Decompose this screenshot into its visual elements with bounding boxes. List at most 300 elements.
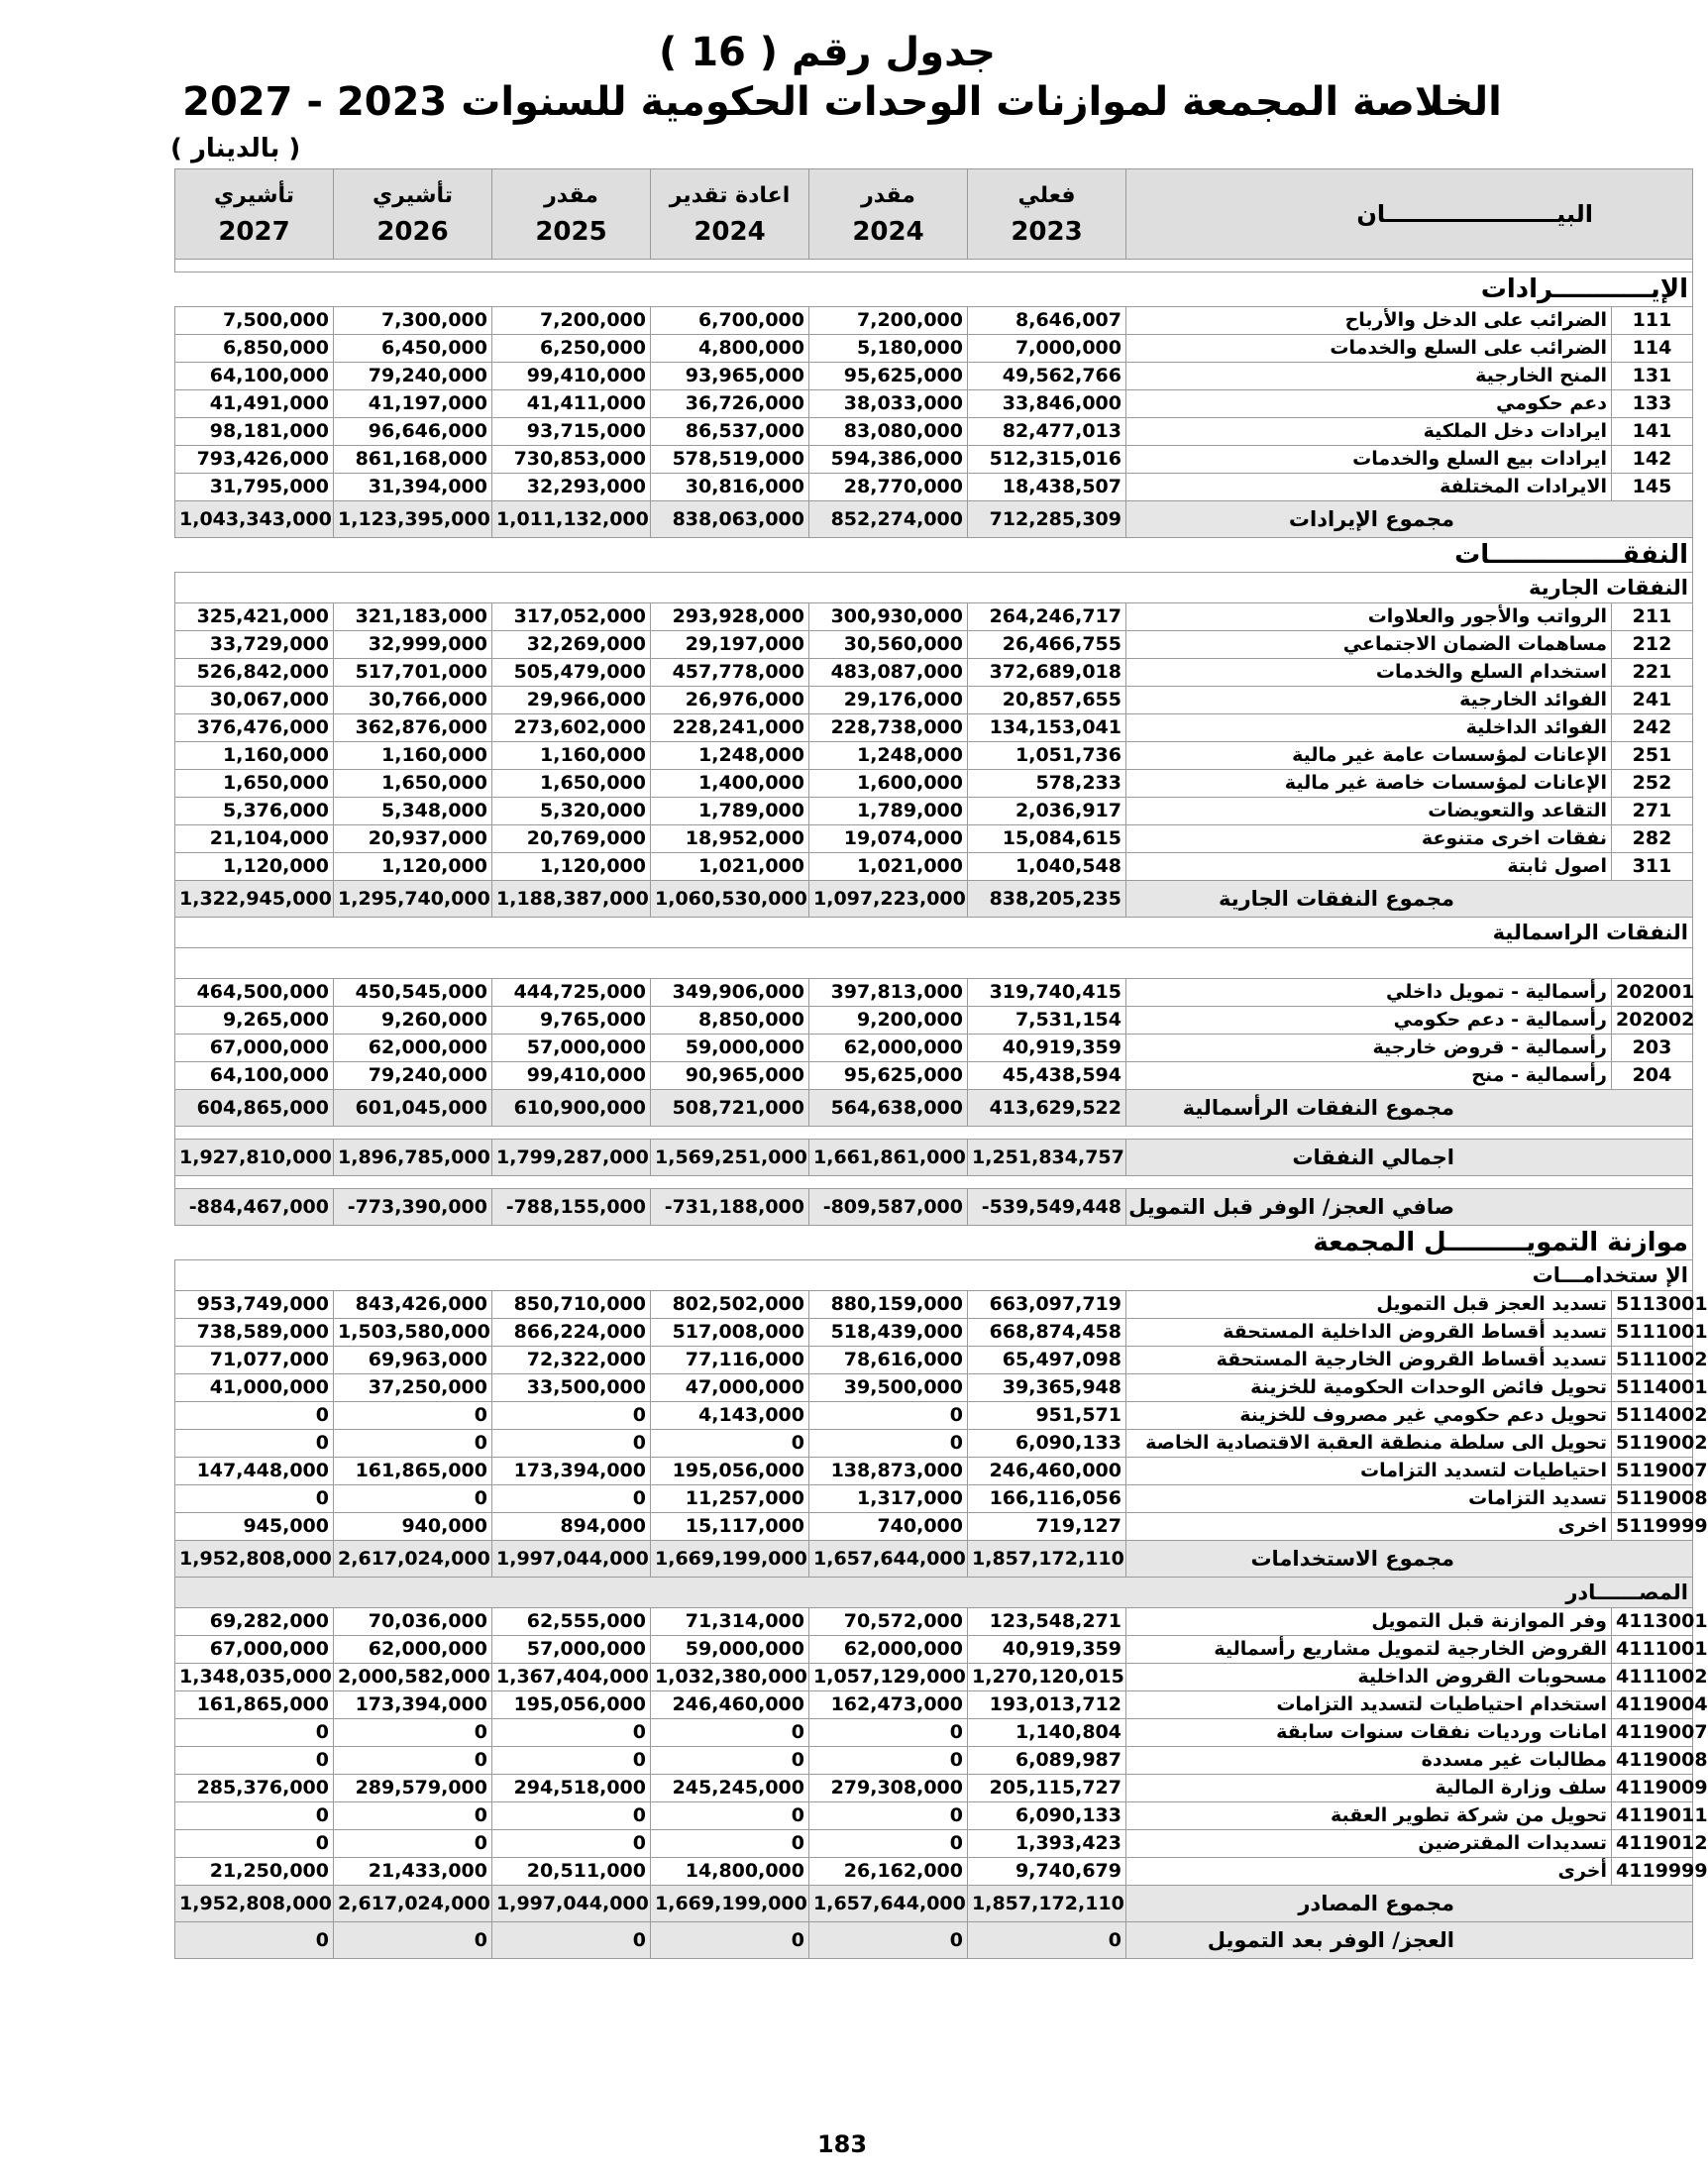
table-row <box>175 1319 1693 1347</box>
value-cell: 594,386,000 <box>809 446 968 474</box>
value-cell: 62,000,000 <box>809 1636 968 1664</box>
value-cell: 1,057,129,000 <box>809 1664 968 1691</box>
value-cell: 6,450,000 <box>334 335 492 363</box>
value-cell: 0 <box>492 1402 651 1430</box>
value-cell: 1,021,000 <box>809 853 968 881</box>
value-cell: 26,162,000 <box>809 1858 968 1886</box>
row-label: وفر الموازنة قبل التمويل <box>1126 1608 1612 1636</box>
value-cell: 77,116,000 <box>651 1347 809 1374</box>
value-cell: 36,726,000 <box>651 390 809 418</box>
table-row <box>175 603 1693 631</box>
value-cell: 1,040,548 <box>968 853 1126 881</box>
value-cell: 6,850,000 <box>175 335 334 363</box>
value-cell: 0 <box>334 1747 492 1775</box>
value-cell: 0 <box>651 1802 809 1830</box>
value-cell: 41,000,000 <box>175 1374 334 1402</box>
table-row <box>175 1636 1693 1664</box>
table-row <box>175 1485 1693 1513</box>
value-cell: 264,246,717 <box>968 603 1126 631</box>
value-cell: 30,816,000 <box>651 474 809 501</box>
value-cell: 7,200,000 <box>809 307 968 335</box>
value-cell: 293,928,000 <box>651 603 809 631</box>
value-cell: 0 <box>492 1430 651 1458</box>
value-cell: 90,965,000 <box>651 1062 809 1090</box>
value-cell: 162,473,000 <box>809 1691 968 1719</box>
value-cell: 28,770,000 <box>809 474 968 501</box>
row-label: تسديد أقساط القروض الداخلية المستحقة <box>1126 1319 1612 1347</box>
value-cell: 321,183,000 <box>334 603 492 631</box>
value-cell: 45,438,594 <box>968 1062 1126 1090</box>
value-cell: 279,308,000 <box>809 1775 968 1802</box>
value-cell: 843,426,000 <box>334 1291 492 1319</box>
value-cell: 0 <box>809 1802 968 1830</box>
total-value-cell: -884,467,000 <box>175 1189 334 1226</box>
value-cell: 98,181,000 <box>175 418 334 446</box>
table-row <box>175 335 1693 363</box>
value-cell: 294,518,000 <box>492 1775 651 1802</box>
value-cell: 7,500,000 <box>175 307 334 335</box>
value-cell: 1,367,404,000 <box>492 1664 651 1691</box>
total-value-cell: 508,721,000 <box>651 1090 809 1127</box>
table-row <box>175 1775 1693 1802</box>
table-row <box>175 714 1693 742</box>
table-row <box>175 853 1693 881</box>
total-value-cell: 1,097,223,000 <box>809 881 968 918</box>
value-cell: 9,265,000 <box>175 1007 334 1035</box>
row-code: 311 <box>1612 853 1693 881</box>
row-code: 202002 <box>1612 1007 1693 1035</box>
row-code: 202001 <box>1612 979 1693 1007</box>
value-cell: 19,074,000 <box>809 825 968 853</box>
row-label: دعم حكومي <box>1126 390 1612 418</box>
value-cell: 228,241,000 <box>651 714 809 742</box>
value-cell: 57,000,000 <box>492 1636 651 1664</box>
row-label: اخرى <box>1126 1513 1612 1541</box>
value-cell: 861,168,000 <box>334 446 492 474</box>
value-cell: 39,365,948 <box>968 1374 1126 1402</box>
value-cell: 1,160,000 <box>334 742 492 770</box>
row-label: مطالبات غير مسددة <box>1126 1747 1612 1775</box>
value-cell: 0 <box>334 1430 492 1458</box>
value-cell: 83,080,000 <box>809 418 968 446</box>
value-cell: 349,906,000 <box>651 979 809 1007</box>
row-code: 252 <box>1612 770 1693 798</box>
value-cell: 82,477,013 <box>968 418 1126 446</box>
value-cell: 67,000,000 <box>175 1035 334 1062</box>
row-code: 4119007 <box>1612 1719 1693 1747</box>
value-cell: 802,502,000 <box>651 1291 809 1319</box>
table-row <box>175 742 1693 770</box>
revenues-heading-row <box>175 272 1693 307</box>
revenues-heading: الإيـــــــــــرادات <box>175 272 1693 307</box>
value-cell: 62,000,000 <box>809 1035 968 1062</box>
value-cell: 0 <box>334 1485 492 1513</box>
value-cell: 0 <box>651 1719 809 1747</box>
table-row <box>175 687 1693 714</box>
value-cell: 65,497,098 <box>968 1347 1126 1374</box>
value-cell: 719,127 <box>968 1513 1126 1541</box>
value-cell: 793,426,000 <box>175 446 334 474</box>
row-code: 5111002 <box>1612 1347 1693 1374</box>
value-cell: 0 <box>175 1402 334 1430</box>
value-cell: 93,965,000 <box>651 363 809 390</box>
value-cell: 0 <box>334 1719 492 1747</box>
table-row <box>175 1007 1693 1035</box>
total-value-cell: 0 <box>968 1922 1126 1959</box>
page-number: 183 <box>816 2130 868 2158</box>
table-row <box>175 1402 1693 1430</box>
value-cell: 0 <box>809 1719 968 1747</box>
column-header-row <box>175 169 1693 260</box>
total-value-cell: 1,857,172,110 <box>968 1886 1126 1922</box>
value-cell: 31,394,000 <box>334 474 492 501</box>
current-expenditures-total-label: مجموع النفقات الجارية <box>1126 881 1693 918</box>
row-code: 5119007 <box>1612 1458 1693 1485</box>
value-cell: 32,999,000 <box>334 631 492 659</box>
value-cell: 1,051,736 <box>968 742 1126 770</box>
table-row <box>175 1347 1693 1374</box>
table-row <box>175 1291 1693 1319</box>
value-cell: 26,976,000 <box>651 687 809 714</box>
value-cell: 317,052,000 <box>492 603 651 631</box>
revenues-total <box>175 501 1693 538</box>
value-cell: 0 <box>334 1402 492 1430</box>
value-cell: 134,153,041 <box>968 714 1126 742</box>
total-value-cell: -773,390,000 <box>334 1189 492 1226</box>
table-number: جدول رقم ( 16 ) <box>658 30 997 75</box>
total-value-cell: 610,900,000 <box>492 1090 651 1127</box>
value-cell: 18,438,507 <box>968 474 1126 501</box>
total-value-cell: 852,274,000 <box>809 501 968 538</box>
row-label: رأسمالية - تمويل داخلي <box>1126 979 1612 1007</box>
row-label: التقاعد والتعويضات <box>1126 798 1612 825</box>
row-code: 251 <box>1612 742 1693 770</box>
value-cell: 20,857,655 <box>968 687 1126 714</box>
row-label: تسديد التزامات <box>1126 1485 1612 1513</box>
value-cell: 1,140,804 <box>968 1719 1126 1747</box>
total-value-cell: -809,587,000 <box>809 1189 968 1226</box>
value-cell: 0 <box>334 1830 492 1858</box>
row-label: سلف وزارة المالية <box>1126 1775 1612 1802</box>
total-value-cell: -539,549,448 <box>968 1189 1126 1226</box>
value-cell: 450,545,000 <box>334 979 492 1007</box>
total-value-cell: 838,205,235 <box>968 881 1126 918</box>
table-row <box>175 474 1693 501</box>
row-label: القروض الخارجية لتمويل مشاريع رأسمالية <box>1126 1636 1612 1664</box>
value-cell: 738,589,000 <box>175 1319 334 1347</box>
row-code: 4111002 <box>1612 1664 1693 1691</box>
row-code: 5114001 <box>1612 1374 1693 1402</box>
value-cell: 246,460,000 <box>651 1691 809 1719</box>
table-row <box>175 363 1693 390</box>
spacer-cell <box>175 260 1693 272</box>
row-code: 4111001 <box>1612 1636 1693 1664</box>
table-row <box>175 1830 1693 1858</box>
row-label: احتياطيات لتسديد التزامات <box>1126 1458 1612 1485</box>
value-cell: 7,000,000 <box>968 335 1126 363</box>
value-cell: 1,270,120,015 <box>968 1664 1126 1691</box>
row-code: 242 <box>1612 714 1693 742</box>
table-row <box>175 446 1693 474</box>
col-header-2024: مقدر 2024 <box>809 169 968 260</box>
row-label: استخدام احتياطيات لتسديد التزامات <box>1126 1691 1612 1719</box>
row-code: 133 <box>1612 390 1693 418</box>
value-cell: 57,000,000 <box>492 1035 651 1062</box>
current-expenditures-heading-row <box>175 573 1693 603</box>
value-cell: 9,200,000 <box>809 1007 968 1035</box>
spacer-row <box>175 1127 1693 1140</box>
value-cell: 850,710,000 <box>492 1291 651 1319</box>
table-row <box>175 390 1693 418</box>
row-code: 4119011 <box>1612 1802 1693 1830</box>
table-row <box>175 1691 1693 1719</box>
financing-heading: موازنة التمويـــــــــل المجمعة <box>175 1226 1693 1260</box>
table-row <box>175 979 1693 1007</box>
value-cell: 6,090,133 <box>968 1802 1126 1830</box>
total-value-cell: 601,045,000 <box>334 1090 492 1127</box>
total-value-cell: 1,896,785,000 <box>334 1140 492 1176</box>
row-label: تحويل فائض الوحدات الحكومية للخزينة <box>1126 1374 1612 1402</box>
value-cell: 33,729,000 <box>175 631 334 659</box>
value-cell: 940,000 <box>334 1513 492 1541</box>
value-cell: 96,646,000 <box>334 418 492 446</box>
row-label: تحويل الى سلطة منطقة العقبة الاقتصادية الخاصة <box>1126 1430 1612 1458</box>
total-value-cell: 1,669,199,000 <box>651 1541 809 1578</box>
row-label: رأسمالية - منح <box>1126 1062 1612 1090</box>
row-code: 4119008 <box>1612 1747 1693 1775</box>
total-value-cell: 0 <box>492 1922 651 1959</box>
value-cell: 1,248,000 <box>651 742 809 770</box>
row-label: المنح الخارجية <box>1126 363 1612 390</box>
value-cell: 1,021,000 <box>651 853 809 881</box>
row-code: 4119012 <box>1612 1830 1693 1858</box>
value-cell: 512,315,016 <box>968 446 1126 474</box>
value-cell: 7,300,000 <box>334 307 492 335</box>
table-row <box>175 1747 1693 1775</box>
value-cell: 41,411,000 <box>492 390 651 418</box>
value-cell: 517,701,000 <box>334 659 492 687</box>
table-row <box>175 1062 1693 1090</box>
value-cell: 0 <box>492 1802 651 1830</box>
row-code: 241 <box>1612 687 1693 714</box>
value-cell: 72,322,000 <box>492 1347 651 1374</box>
value-cell: 0 <box>492 1485 651 1513</box>
value-cell: 38,033,000 <box>809 390 968 418</box>
sources-total <box>175 1886 1693 1922</box>
value-cell: 205,115,727 <box>968 1775 1126 1802</box>
total-value-cell: 1,657,644,000 <box>809 1541 968 1578</box>
value-cell: 8,646,007 <box>968 307 1126 335</box>
row-label: الايرادات المختلفة <box>1126 474 1612 501</box>
value-cell: 273,602,000 <box>492 714 651 742</box>
value-cell: 20,769,000 <box>492 825 651 853</box>
total-value-cell: 1,799,287,000 <box>492 1140 651 1176</box>
page-title: الخلاصة المجمعة لموازنات الوحدات الحكومية للسنوات 2023 - 2027 <box>182 79 1502 125</box>
value-cell: 1,160,000 <box>492 742 651 770</box>
total-value-cell: 1,952,808,000 <box>175 1541 334 1578</box>
value-cell: 166,116,056 <box>968 1485 1126 1513</box>
value-cell: 6,250,000 <box>492 335 651 363</box>
table-row <box>175 1858 1693 1886</box>
total-value-cell: 0 <box>651 1922 809 1959</box>
total-value-cell: 1,997,044,000 <box>492 1541 651 1578</box>
value-cell: 0 <box>492 1719 651 1747</box>
value-cell: 59,000,000 <box>651 1035 809 1062</box>
col-header-2025: مقدر 2025 <box>492 169 651 260</box>
value-cell: 0 <box>809 1430 968 1458</box>
value-cell: 15,084,615 <box>968 825 1126 853</box>
row-label: الضرائب على الدخل والأرباح <box>1126 307 1612 335</box>
value-cell: 29,966,000 <box>492 687 651 714</box>
value-cell: 71,077,000 <box>175 1347 334 1374</box>
table-row <box>175 1719 1693 1747</box>
value-cell: 30,067,000 <box>175 687 334 714</box>
value-cell: 59,000,000 <box>651 1636 809 1664</box>
value-cell: 39,500,000 <box>809 1374 968 1402</box>
value-cell: 15,117,000 <box>651 1513 809 1541</box>
total-value-cell: 1,952,808,000 <box>175 1886 334 1922</box>
total-value-cell: 0 <box>809 1922 968 1959</box>
table-row <box>175 770 1693 798</box>
value-cell: 2,036,917 <box>968 798 1126 825</box>
value-cell: 505,479,000 <box>492 659 651 687</box>
row-code: 131 <box>1612 363 1693 390</box>
spacer-cell <box>175 1127 1693 1140</box>
uses-heading: الإ ستخدامـــات <box>175 1260 1693 1291</box>
value-cell: 161,865,000 <box>334 1458 492 1485</box>
row-label: الفوائد الداخلية <box>1126 714 1612 742</box>
total-value-cell: 1,997,044,000 <box>492 1886 651 1922</box>
value-cell: 29,176,000 <box>809 687 968 714</box>
blank-cell <box>175 948 1693 979</box>
value-cell: 0 <box>809 1402 968 1430</box>
value-cell: 79,240,000 <box>334 1062 492 1090</box>
value-cell: 21,433,000 <box>334 1858 492 1886</box>
financing-heading-row <box>175 1226 1693 1260</box>
col-header-2027: تأشيري 2027 <box>175 169 334 260</box>
value-cell: 0 <box>651 1830 809 1858</box>
total-value-cell: 1,669,199,000 <box>651 1886 809 1922</box>
value-cell: 173,394,000 <box>492 1458 651 1485</box>
col-header-2026: تأشيري 2026 <box>334 169 492 260</box>
value-cell: 1,503,580,000 <box>334 1319 492 1347</box>
expenditures-heading-row <box>175 538 1693 573</box>
value-cell: 1,348,035,000 <box>175 1664 334 1691</box>
table-row <box>175 1458 1693 1485</box>
value-cell: 7,531,154 <box>968 1007 1126 1035</box>
total-value-cell: 1,657,644,000 <box>809 1886 968 1922</box>
row-code: 221 <box>1612 659 1693 687</box>
value-cell: 20,937,000 <box>334 825 492 853</box>
row-label: رأسمالية - دعم حكومي <box>1126 1007 1612 1035</box>
total-value-cell: 0 <box>175 1922 334 1959</box>
total-value-cell: 1,060,530,000 <box>651 881 809 918</box>
table-row <box>175 631 1693 659</box>
value-cell: 0 <box>651 1747 809 1775</box>
value-cell: 526,842,000 <box>175 659 334 687</box>
value-cell: 1,789,000 <box>809 798 968 825</box>
row-label: الفوائد الخارجية <box>1126 687 1612 714</box>
value-cell: 1,400,000 <box>651 770 809 798</box>
value-cell: 483,087,000 <box>809 659 968 687</box>
table-row <box>175 1664 1693 1691</box>
value-cell: 945,000 <box>175 1513 334 1541</box>
row-label: استخدام السلع والخدمات <box>1126 659 1612 687</box>
row-code: 4119004 <box>1612 1691 1693 1719</box>
value-cell: 1,600,000 <box>809 770 968 798</box>
value-cell: 147,448,000 <box>175 1458 334 1485</box>
col-header-2023: فعلي 2023 <box>968 169 1126 260</box>
budget-summary-table <box>174 168 1708 1959</box>
value-cell: 663,097,719 <box>968 1291 1126 1319</box>
value-cell: 578,519,000 <box>651 446 809 474</box>
value-cell: 1,650,000 <box>175 770 334 798</box>
row-code: 141 <box>1612 418 1693 446</box>
table-row <box>175 798 1693 825</box>
row-label: الإعانات لمؤسسات عامة غير مالية <box>1126 742 1612 770</box>
expenditures-heading: النفقـــــــــــــــات <box>175 538 1693 573</box>
value-cell: 0 <box>492 1830 651 1858</box>
value-cell: 457,778,000 <box>651 659 809 687</box>
row-code: 282 <box>1612 825 1693 853</box>
total-value-cell: 1,295,740,000 <box>334 881 492 918</box>
value-cell: 138,873,000 <box>809 1458 968 1485</box>
total-value-cell: 1,661,861,000 <box>809 1140 968 1176</box>
total-value-cell: 1,188,387,000 <box>492 881 651 918</box>
table-row <box>175 825 1693 853</box>
value-cell: 740,000 <box>809 1513 968 1541</box>
value-cell: 37,250,000 <box>334 1374 492 1402</box>
row-code: 4119999 <box>1612 1858 1693 1886</box>
row-code: 5119008 <box>1612 1485 1693 1513</box>
row-label: أخرى <box>1126 1858 1612 1886</box>
table-row <box>175 1513 1693 1541</box>
value-cell: 372,689,018 <box>968 659 1126 687</box>
row-code: 5114002 <box>1612 1402 1693 1430</box>
total-value-cell: -731,188,000 <box>651 1189 809 1226</box>
row-label: تحويل دعم حكومي غير مصروف للخزينة <box>1126 1402 1612 1430</box>
net-deficit-before-financing <box>175 1189 1693 1226</box>
value-cell: 0 <box>651 1430 809 1458</box>
value-cell: 0 <box>175 1747 334 1775</box>
row-code: 212 <box>1612 631 1693 659</box>
value-cell: 99,410,000 <box>492 363 651 390</box>
value-cell: 319,740,415 <box>968 979 1126 1007</box>
sources-heading-row <box>175 1578 1693 1608</box>
total-value-cell: 712,285,309 <box>968 501 1126 538</box>
row-code: 203 <box>1612 1035 1693 1062</box>
value-cell: 7,200,000 <box>492 307 651 335</box>
total-value-cell: 838,063,000 <box>651 501 809 538</box>
row-code: 5119999 <box>1612 1513 1693 1541</box>
col-header-description: البيـــــــــــــــــــــان <box>1126 169 1693 260</box>
value-cell: 14,800,000 <box>651 1858 809 1886</box>
value-cell: 289,579,000 <box>334 1775 492 1802</box>
value-cell: 11,257,000 <box>651 1485 809 1513</box>
total-value-cell: 564,638,000 <box>809 1090 968 1127</box>
row-label: تسديد العجز قبل التمويل <box>1126 1291 1612 1319</box>
value-cell: 397,813,000 <box>809 979 968 1007</box>
value-cell: 1,120,000 <box>492 853 651 881</box>
value-cell: 5,376,000 <box>175 798 334 825</box>
row-label: الضرائب على السلع والخدمات <box>1126 335 1612 363</box>
value-cell: 64,100,000 <box>175 363 334 390</box>
total-value-cell: 1,011,132,000 <box>492 501 651 538</box>
capital-expenditures-total <box>175 1090 1693 1127</box>
row-label: الرواتب والأجور والعلاوات <box>1126 603 1612 631</box>
total-value-cell: 1,123,395,000 <box>334 501 492 538</box>
row-code: 114 <box>1612 335 1693 363</box>
